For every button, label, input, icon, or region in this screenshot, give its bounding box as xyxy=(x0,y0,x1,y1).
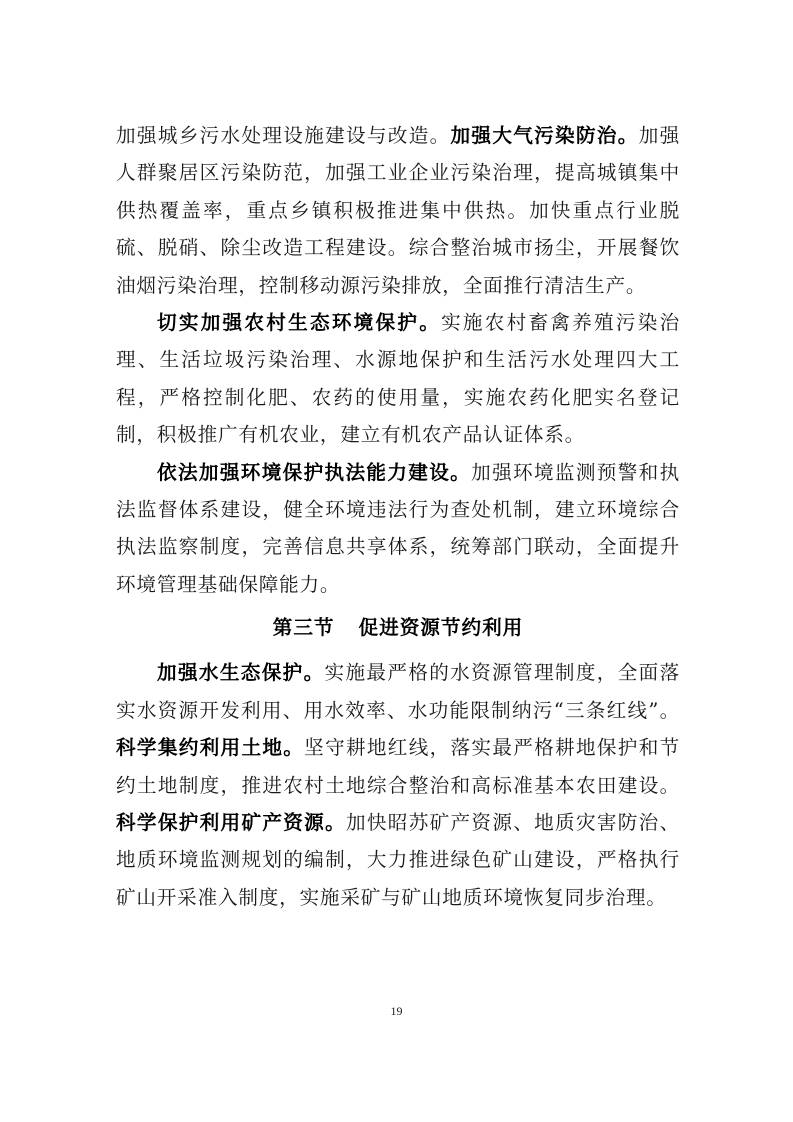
paragraph-rural-ecology xyxy=(116,304,680,454)
page-body xyxy=(116,117,680,916)
paragraph-lead-heading: 科学保护利用矿产资源。 xyxy=(116,810,346,834)
paragraph-lead-heading: 切实加强农村生态环境保护。 xyxy=(157,311,442,335)
paragraph-lead-heading: 依法加强环境保护执法能力建设。 xyxy=(157,460,472,484)
paragraph-text: 实施最严格的水资源管理制度，全面落实水资源开发利用、用水效率、水功能限制纳污“三条红线”。 xyxy=(116,661,680,722)
paragraph-resources xyxy=(116,654,680,916)
paragraph-text: 坚守耕地红线，落实最严格耕地保护和节约土地制度，推进农村土地综合整治和高标准基本农田建设。 xyxy=(116,736,680,797)
paragraph-lead-heading: 科学集约利用土地。 xyxy=(116,736,305,760)
paragraph-enforcement xyxy=(116,454,680,604)
paragraph-text: 加强城乡污水处理设施建设与改造。 xyxy=(116,124,451,147)
paragraph-urban-pollution xyxy=(116,117,680,304)
section-title: 促进资源节约利用 xyxy=(358,616,524,640)
paragraph-lead-heading: 加强水生态保护。 xyxy=(157,661,325,685)
paragraph-text: 加强人群聚居区污染防范，加强工业企业污染治理，提高城镇集中供热覆盖率，重点乡镇积极推进集中供热。加快重点行业脱硫、脱硝、除尘改造工程建设。综合整治城市扬尘，开展餐饮油烟污染治理，控制移动源污染排放，全面推行清洁生产。 xyxy=(116,124,680,297)
paragraph-lead-heading: 加强大气污染防治。 xyxy=(450,124,639,147)
section-heading xyxy=(116,609,680,646)
paragraph-text: 加快昭苏矿产资源、地质灾害防治、地质环境监测规划的编制，大力推进绿色矿山建设，严格执行矿山开采准入制度，实施采矿与矿山地质环境恢复同步治理。 xyxy=(116,810,680,909)
paragraph-text: 实施农村畜禽养殖污染治理、生活垃圾污染治理、水源地保护和生活污水处理四大工程，严格控制化肥、农药的使用量，实施农药化肥实名登记制，积极推广有机农业，建立有机农产品认证体系。 xyxy=(116,311,680,447)
section-number: 第三节 xyxy=(272,616,335,640)
paragraph-text: 加强环境监测预警和执法监督体系建设，健全环境违法行为查处机制，建立环境综合执法监察制度，完善信息共享体系，统筹部门联动，全面提升环境管理基础保障能力。 xyxy=(116,460,681,596)
page-number: 19 xyxy=(390,1004,403,1018)
